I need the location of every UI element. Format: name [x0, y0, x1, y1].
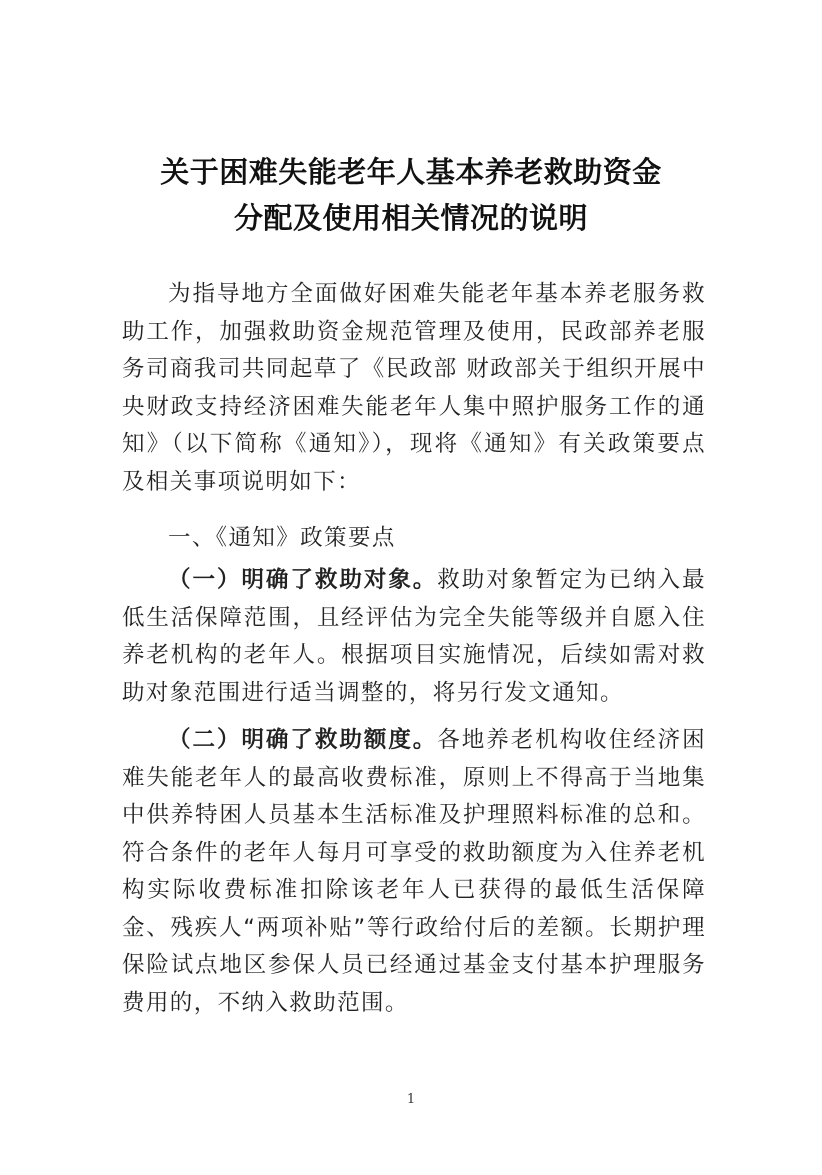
section-1-body: 救助对象暂定为已纳入最低生活保障范围，且经评估为完全失能等级并自愿入住养老机构的老年人。根据项目实施情况，后续如需对救助对象范围进行适当调整的，将另行发文通知。 [122, 567, 707, 706]
intro-paragraph: 为指导地方全面做好困难失能老年基本养老服务救助工作，加强救助资金规范管理及使用，民政部养老服务司商我司共同起草了《民政部 财政部关于组织开展中央财政支持经济困难失能老年人集中照护服务工作的通知》（以下简称《通知》），现将《通知》有关政策要点及相关事项说明如下： [122, 281, 706, 495]
section-1-lead: （一）明确了救助对象。 [168, 567, 438, 593]
document-title-line-1: 关于困难失能老年人基本养老救助资金 [160, 155, 662, 189]
section-2-body: 各地养老机构收住经济困难失能老年人的最高收费标准，原则上不得高于当地集中供养特困人员基本生活标准及护理照料标准的总和。符合条件的老年人每月可享受的救助额度为入住养老机构实际收费标准扣除该老年人已获得的最低生活保障金、残疾人“两项补贴”等行政给付后的差额。长期护理保险试点地区参保人员已经通过基金支付基本护理服务费用的，不纳入救助范围。 [122, 727, 707, 1016]
section-heading: 一、《通知》政策要点 [168, 525, 396, 551]
section-1-paragraph [122, 562, 706, 712]
section-2-paragraph [122, 722, 706, 1022]
section-2-lead: （二）明确了救助额度。 [168, 727, 438, 753]
document-title-line-2: 分配及使用相关情况的说明 [233, 201, 588, 235]
page-number: 1 [406, 1092, 416, 1107]
